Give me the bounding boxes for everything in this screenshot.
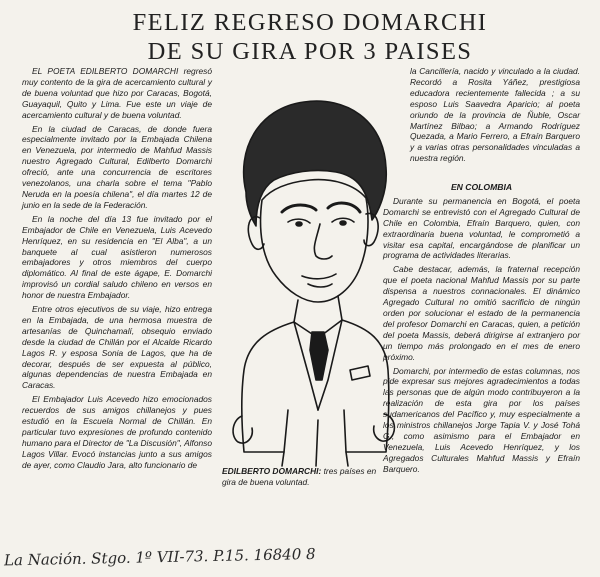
left-column [22, 66, 212, 474]
paragraph: Entre otros ejecutivos de su viaje, hizo entrega en la Embajada, de una hermosa muestra de artesanías de Quinchamalí, obsequio enviado desde la ciudad de Chillán por el Alcalde Ricardo Lagos R. y esposa Sonia de Lagos, que ha de decorar, después de ser expuesta al público, algunas dependencias de nuestra Embajada en Caracas. [22, 304, 212, 391]
handwritten-source-note: La Nación. Stgo. 1º VII-73. P.15. 16840 8 [3, 544, 316, 570]
paragraph: la Cancillería, nacido y vinculado a la ciudad. Recordó a Rosita Yáñez, prestigiosa educadora recientemente fallecida ; a su esposo Luis Saavedra Aparicio; al poeta oriundo de la provincia de Ñuble, Oscar Martínez Bilbao; a Armando Rodríguez Quezada, a Mario Ferrero, a Efraín Barquero y a varias otras personalidades vinculadas a nuestra región. [410, 66, 580, 164]
caption-name: EDILBERTO DOMARCHI: [222, 466, 322, 476]
section-subhead: EN COLOMBIA [450, 182, 513, 192]
illustration-caption [222, 466, 378, 488]
right-column [383, 182, 580, 478]
paragraph: EL POETA EDILBERTO DOMARCHI regresó muy contento de la gira de acercamiento cultural y de buena voluntad que hizo por Caracas, Bogotá, Guayaquil, Quito y Lima. Fue este un viaje de acercamiento cultural y de buena voluntad. [22, 66, 212, 120]
paragraph: El Embajador Luis Acevedo hizo emocionados recuerdos de sus amigos chillanejos y pues estudió en la Escuela Normal de Chillán. En particular tuvo expresiones de profundo contenido humano para el Director de "La Discusión", Alfonso Lagos Villar. Evocó instancias junto a sus amigos de ayer, como Claudio Jara, alto funcionario de [22, 394, 212, 470]
caricature-illustration [218, 80, 398, 468]
caption-text: tres países en gira de buena voluntad. [222, 466, 377, 487]
headline-line-2: DE SU GIRA POR 3 PAISES [147, 38, 473, 65]
paragraph: Durante su permanencia en Bogotá, el poeta Domarchi se entrevistó con el Agregado Cultural de Chile en Colombia, Efraín Barquero, quien, con extraordinaria buena voluntad, le comprometió a visitar esa capital, encargándose de planificar un programa de actividades literarias. [383, 195, 580, 261]
paragraph: En la ciudad de Caracas, de donde fuera especialmente invitado por la Embajada Chilena en Venezuela, por intermedio de Mahfud Massis nuestro Agregado Cultural, Edilberto Domarchi ofreció, ante una concurrencia de escritores venezolanos, una charla sobre el tema "Pablo Neruda en la poesía chilena", el día martes 12 de junio en la sede de la Federación. [22, 123, 212, 210]
headline-line-1: FELIZ REGRESO DOMARCHI [132, 9, 488, 36]
right-column-top [410, 66, 580, 167]
paragraph: En la noche del día 13 fue invitado por el Embajador de Chile en Venezuela, Luis Acevedo Henríquez, en su residencia en "El Alba", a un banquete al cual asistieron numerosos embajadores y otros miembros del cuerpo diplomático. Al final de este ágape, E. Domarchi improvisó un cordial saludo chileno en versos en honor de nuestra Embajador. [22, 213, 212, 301]
paragraph: Cabe destacar, además, la fraternal recepción que el poeta nacional Mahfud Massis por su parte dispensa a nuestros connacionales. El dinámico Agregado Cultural no omitió sacrificio de ningún orden por solucionar el estado de la permanencia del profesor Domarchi en Caracas, quien, a petición del poeta Massis, deberá dirigirse al extranjero por un tiempo más prolongado en el mes de enero próximo. [383, 264, 580, 362]
headline [110, 8, 510, 66]
paragraph: Domarchi, por intermedio de estas columnas, nos pide expresar sus mejores agradecimientos a todas las personas que de algún modo contribuyeron a la realización de esta gira por los países sudamericanos del Pacífico y, muy especialmente a los ministros chillanejos Jorge Tapia V. y José Tohá G., como asimismo para el Embajador en Venezuela, Luis Acevedo Henríquez, y los Agregados Culturales Mahfud Massis y Efraín Barquero. [383, 365, 580, 474]
